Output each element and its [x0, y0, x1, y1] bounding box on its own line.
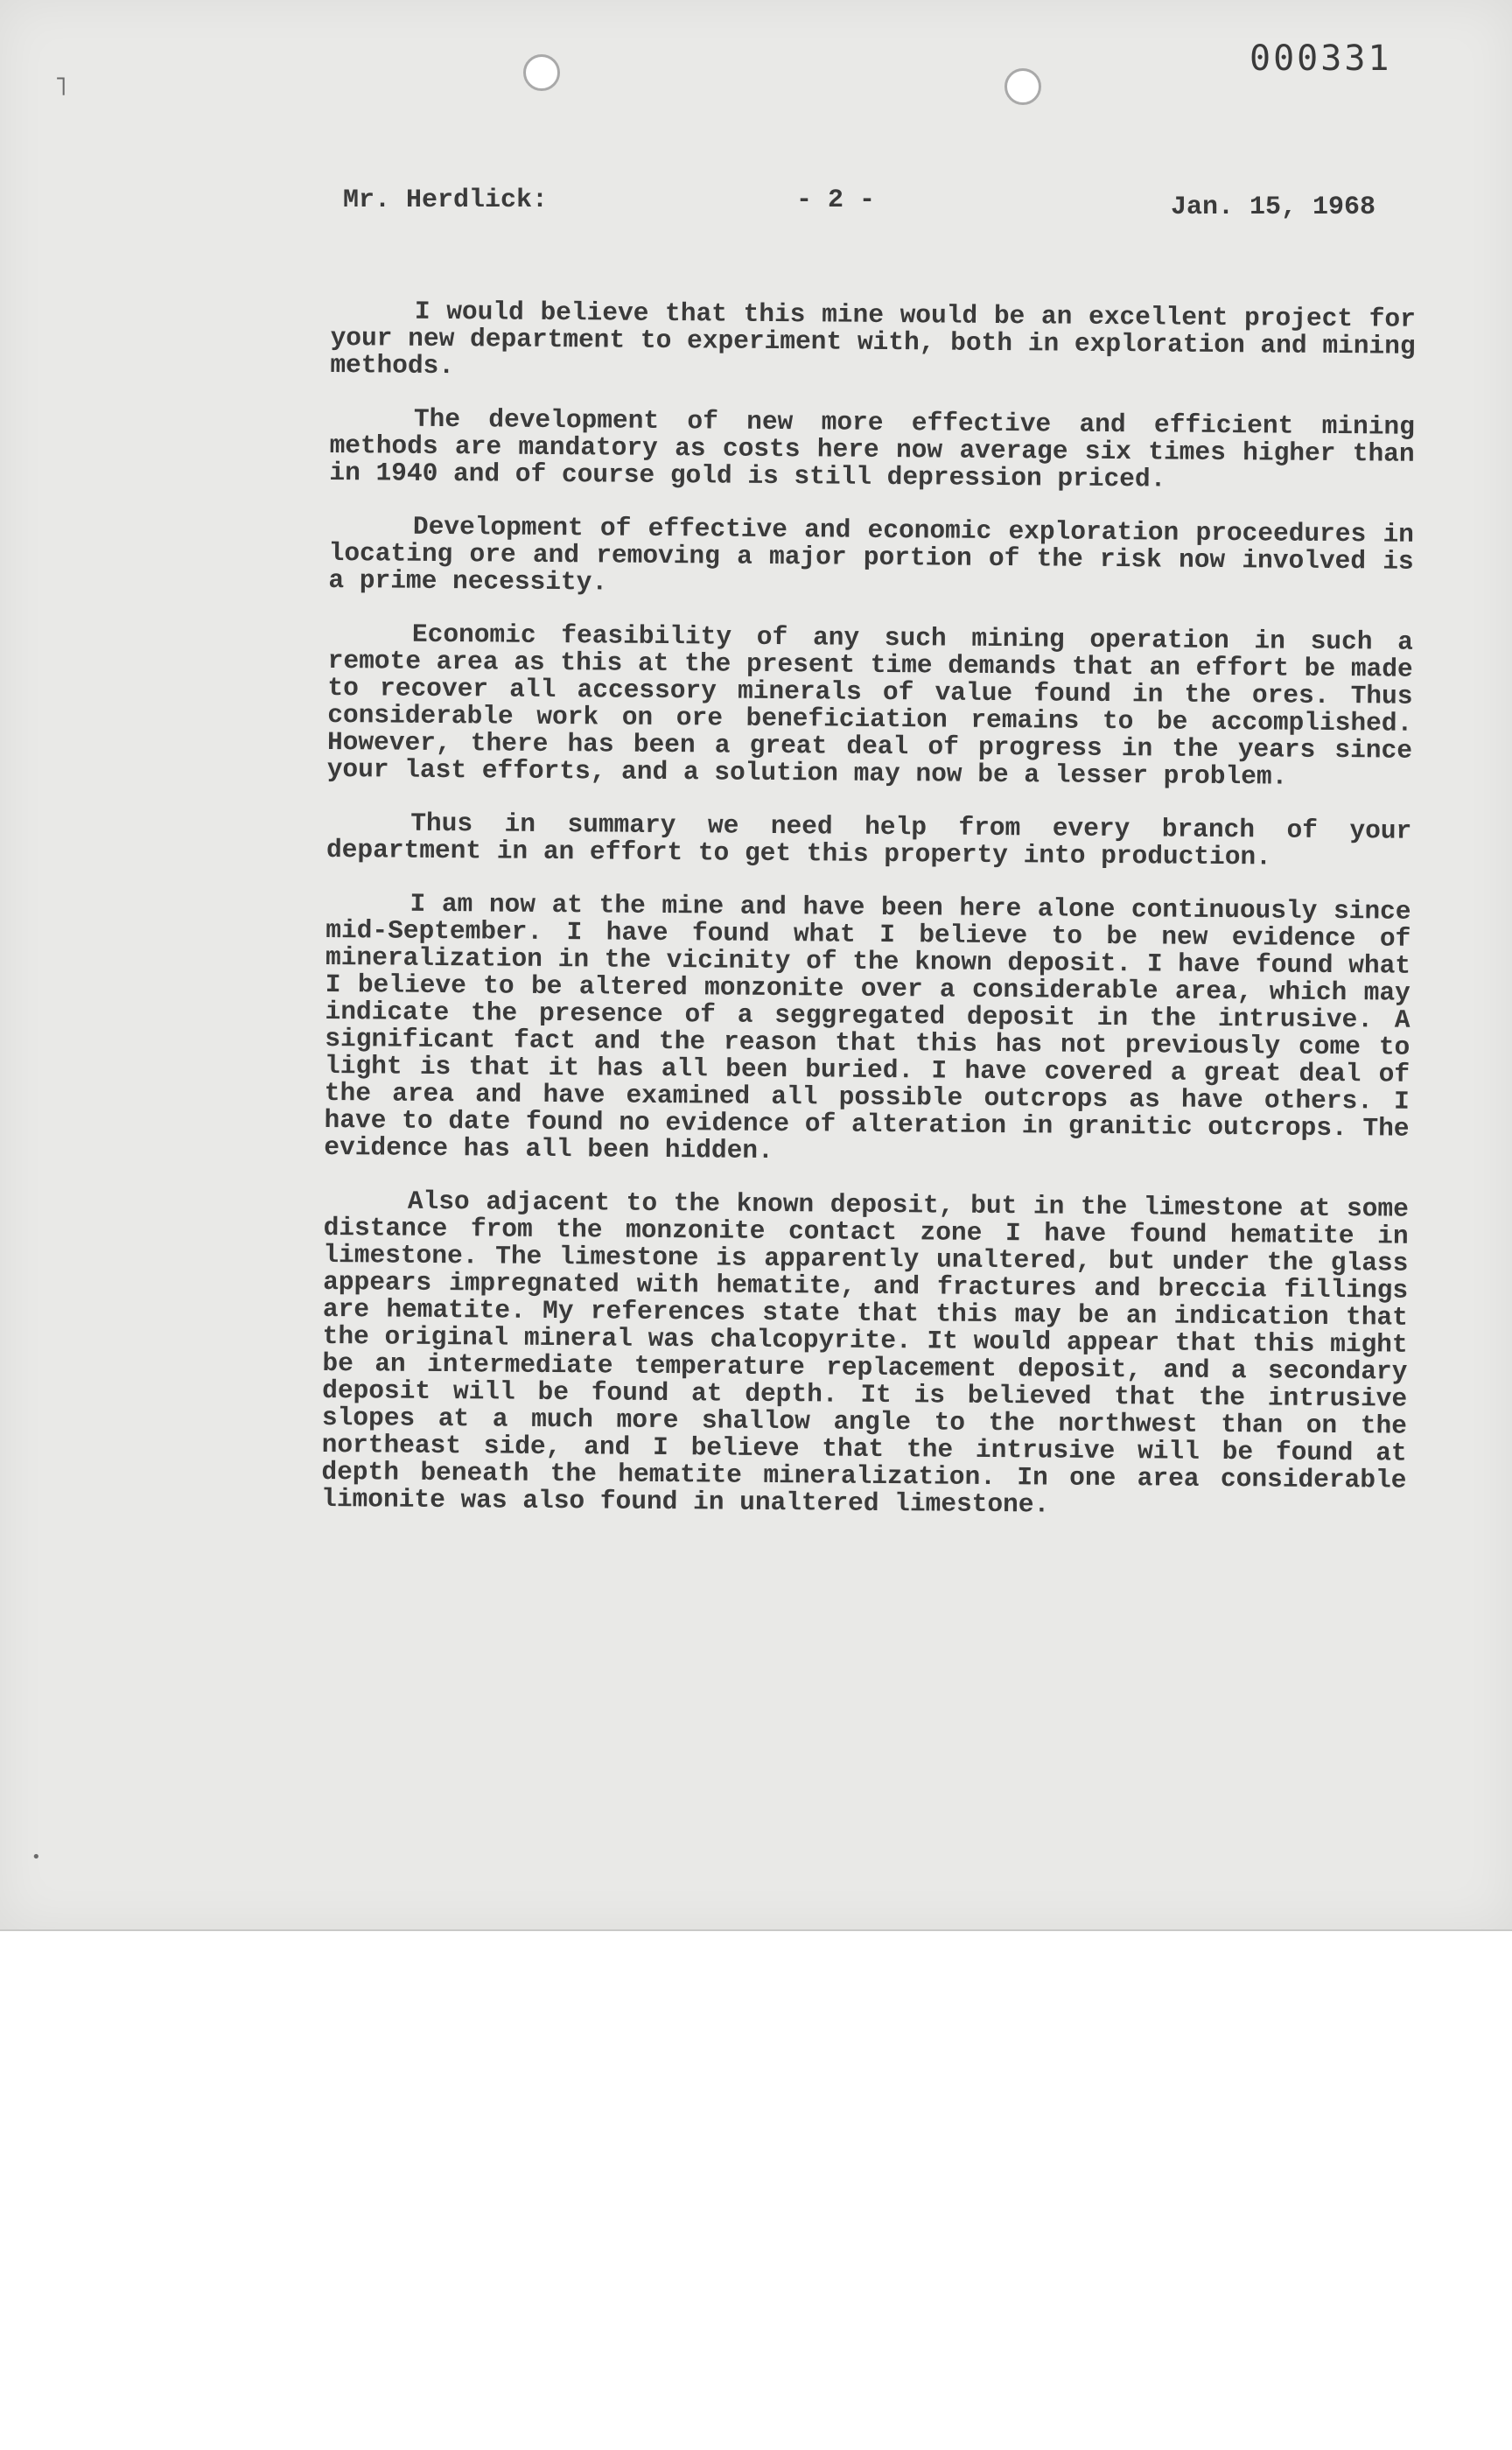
- paragraph: I am now at the mine and have been here alone continuously since mid-September. I have found what I believe to be new evidence of mineralization in the vicinity of the known deposit. I have found what I believe to be altered monzonite over a considerable area, which may indicate the presence of a seggregated deposit in the intrusive. A significant fact and the reason that this has not previously come to light is that it has all been buried. I have covered a great deal of the area and have examined all possible outcrops as have others. I have to date found no evidence of alteration in granitic outcrops. The evidence has all been hidden.: [324, 888, 1411, 1166]
- paragraph: Also adjacent to the known deposit, but in the limestone at some distance from the monzonite contact zone I have found hematite in limestone. The limestone is apparently unaltered, but under the glass appears impregnated with hematite, and fractures and breccia fillings are hematite. My references state that this may be an indication that the original mineral was chalcopyrite. It would appear that this might be an intermediate temperature replacement deposit, and a secondary deposit will be found at depth. It is believed that the intrusive slopes at a much more shallow angle to the northwest than on the northeast side, and I believe that the intrusive will be found at depth beneath the hematite mineralization. In one area considerable limonite was also found in unaltered limestone.: [321, 1186, 1409, 1520]
- paragraph: Development of effective and economic exploration proceedures in locating ore and removing a major portion of the risk now involved is a prime necessity.: [328, 511, 1415, 598]
- punch-hole-right: [1004, 68, 1041, 105]
- corner-mark: ˥: [54, 72, 67, 102]
- addressee: Mr. Herdlick:: [343, 186, 549, 215]
- document-number-stamp: 000331: [1250, 38, 1392, 79]
- paragraph: I would believe that this mine would be an excellent project for your new department to experiment with, both in exploration and mining methods.: [330, 296, 1416, 382]
- paragraph: Thus in summary we need help from every branch of your department in an effort to get this property into production.: [326, 808, 1412, 872]
- letter-body: [321, 298, 1416, 1548]
- punch-hole-left: [523, 54, 560, 91]
- page-number: - 2 -: [796, 186, 876, 215]
- smudge-mark: •: [32, 1848, 41, 1866]
- paragraph: The development of new more effective and efficient mining methods are mandatory as costs here now average six times higher than in 1940 and of course gold is still depression priced.: [329, 403, 1416, 494]
- letter-date: Jan. 15, 1968: [1170, 192, 1376, 222]
- paragraph: Economic feasibility of any such mining operation in such a remote area as this at the present time demands that an effort be made to recover all accessory minerals of value found in the ores. Thus considerable work on ore beneficiation remains to be accomplished. However, there has been a great deal of progress in the years since your last efforts, and a solution may now be a lesser problem.: [326, 619, 1414, 792]
